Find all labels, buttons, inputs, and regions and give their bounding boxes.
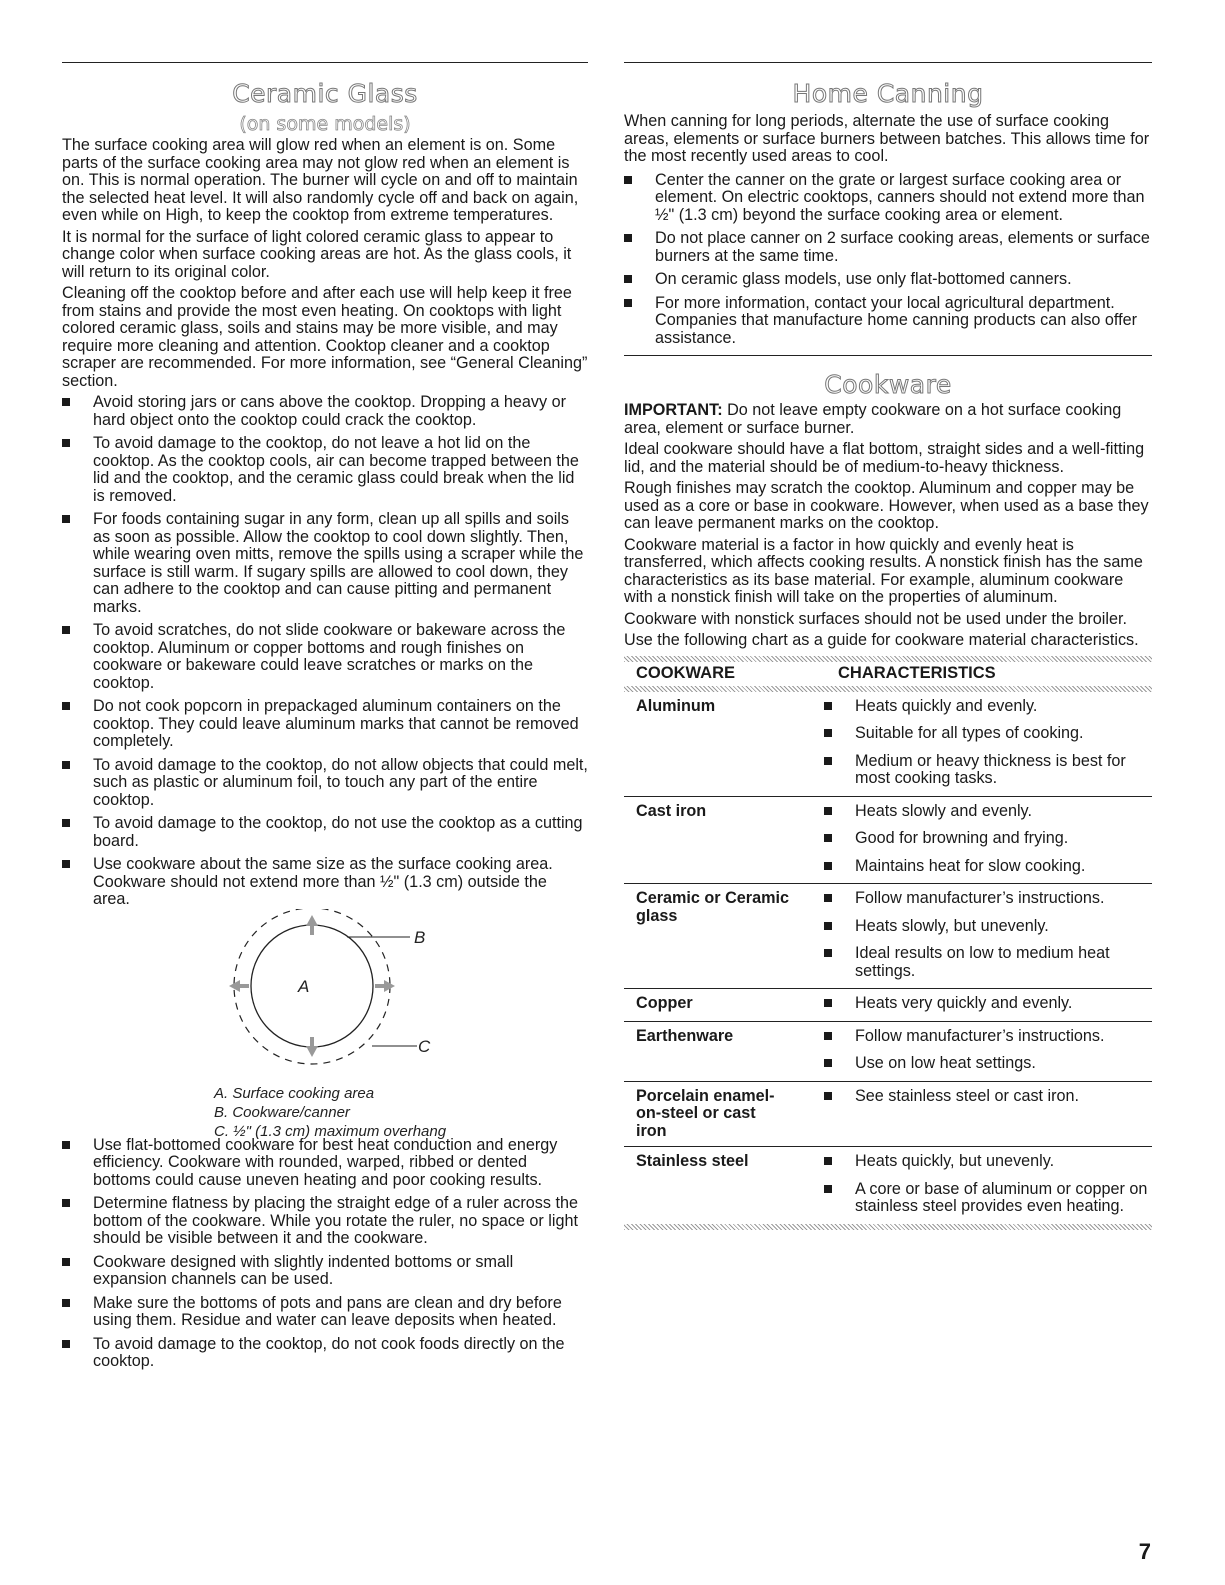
paragraph: Cookware material is a factor in how quickly and evenly heat is transferred, which affects cooking results. A nonstick finish has the same characteristics as its base material. For example, aluminum cookware with a nonstick finish will take on the properties of aluminum. <box>624 535 1143 606</box>
list-item: Heats quickly and evenly. <box>824 698 1152 716</box>
list-item: Make sure the bottoms of pots and pans are clean and dry before using them. Residue and water can leave deposits when heated. <box>62 1295 588 1330</box>
list-item: Use cookware about the same size as the surface cooking area. Cookware should not extend more than ½" (1.3 cm) outside the area. <box>62 856 588 909</box>
traits-cell <box>824 1021 1152 1081</box>
canning-bullet-list <box>624 172 1152 348</box>
material-cell: Stainless steel <box>636 1152 749 1170</box>
bullet-square-icon <box>824 702 832 710</box>
bullet-square-icon <box>824 999 832 1007</box>
list-item: Use on low heat settings. <box>824 1055 1152 1073</box>
traits-cell <box>824 1081 1152 1147</box>
list-item: For foods containing sugar in any form, clean up all spills and soils as soon as possible. Allow the cooktop to cool down slightly. Then, while wearing oven mitts, remove the spills using a scraper while the surface is still warm. If sugary spills are allowed to cool down, they can adhere to the cooktop and can cause pitting and permanent marks. <box>62 511 588 616</box>
bullet-square-icon <box>824 894 832 902</box>
cookware-heading: Cookware <box>824 370 952 399</box>
list-item: To avoid scratches, do not slide cookware or bakeware across the cooktop. Aluminum or copper bottoms and rough finishes on cookware or bakeware could leave scratches or marks on the cooktop. <box>62 622 588 692</box>
ceramic-bullet-list <box>62 394 588 909</box>
paragraph: Use the following chart as a guide for cookware material characteristics. <box>624 631 1139 649</box>
list-item: To avoid damage to the cooktop, do not leave a hot lid on the cooktop. As the cooktop cools, air can become trapped between the lid and the cooktop, and the ceramic glass could break when the lid is removed. <box>62 435 588 505</box>
traits-cell <box>824 884 1152 989</box>
home-canning-heading: Home Canning <box>792 79 984 108</box>
bullet-square-icon <box>824 729 832 737</box>
table-row <box>624 884 1152 989</box>
list-item: Suitable for all types of cooking. <box>824 725 1152 743</box>
bullet-square-icon <box>824 834 832 842</box>
list-item: Avoid storing jars or cans above the cooktop. Dropping a heavy or hard object onto the cooktop could crack the cooktop. <box>62 394 588 429</box>
header-characteristics: CHARACTERISTICS <box>838 663 996 682</box>
page-number: 7 <box>1138 1539 1151 1564</box>
table-bottom-hatch <box>624 1224 1152 1230</box>
table-row <box>624 1147 1152 1224</box>
canning-intro: When canning for long periods, alternate the use of surface cooking areas, elements or surface burners between batches. This allows time for the most recently used areas to cool. <box>624 112 1150 165</box>
section-rule <box>62 62 588 63</box>
bullet-square-icon <box>824 862 832 870</box>
bullet-square-icon <box>62 819 70 827</box>
caption-a: A. Surface cooking area <box>214 1084 375 1102</box>
bullet-square-icon <box>824 1059 832 1067</box>
cookware-overhang-diagram <box>62 909 588 1140</box>
arrow-right-icon <box>375 980 395 992</box>
bullet-square-icon <box>62 1141 70 1149</box>
bullet-square-icon <box>624 234 632 242</box>
list-item: Ideal results on low to medium heat settings. <box>824 945 1152 980</box>
important-note: IMPORTANT: Do not leave empty cookware on a hot surface cooking area, element or surface burner. <box>624 401 1122 437</box>
material-cell: Porcelain enamel-on-steel or cast iron <box>624 1081 824 1147</box>
list-item: Good for browning and frying. <box>824 830 1152 848</box>
bullet-square-icon <box>824 1185 832 1193</box>
list-item: Center the canner on the grate or largest surface cooking area or element. On electric cooktops, canners should not extend more than ½" (1.3 cm) beyond the surface cooking area or element. <box>624 172 1152 225</box>
material-cell: Ceramic or Ceramic glass <box>624 884 824 989</box>
list-item: Determine flatness by placing the straight edge of a ruler across the bottom of the cookware. While you rotate the ruler, no space or light should be visible between it and the cookware. <box>62 1195 588 1248</box>
bullet-square-icon <box>824 1032 832 1040</box>
material-cell: Earthenware <box>624 1021 824 1081</box>
material-cell: Copper <box>624 989 824 1022</box>
label-c: C <box>418 1036 431 1056</box>
paragraph: Ideal cookware should have a flat bottom, straight sides and a well-fitting lid, and the material should be of medium-to-heavy thickness. <box>624 440 1145 476</box>
list-item: Heats very quickly and evenly. <box>824 995 1152 1013</box>
paragraph: The surface cooking area will glow red when an element is on. Some parts of the surface cooking area may not glow red when an element is on. This is normal operation. The burner will cycle on and off to maintain the selected heat level. It will also randomly cycle off and back on again, even while on High, to keep the cooktop from extreme temperatures. <box>62 136 579 224</box>
bullet-square-icon <box>62 1340 70 1348</box>
list-item: To avoid damage to the cooktop, do not allow objects that could melt, such as plastic or aluminum foil, to touch any part of the entire cooktop. <box>62 757 588 810</box>
surface-cooking-area-circle <box>251 925 373 1047</box>
list-item: Follow manufacturer’s instructions. <box>824 1028 1152 1046</box>
list-item: To avoid damage to the cooktop, do not cook foods directly on the cooktop. <box>62 1336 588 1371</box>
traits-cell <box>824 989 1152 1022</box>
material-cell: Cast iron <box>624 796 824 884</box>
table-row <box>624 1081 1152 1147</box>
right-column <box>624 62 1152 1230</box>
list-item: Do not cook popcorn in prepackaged aluminum containers on the cooktop. They could leave aluminum marks that cannot be removed completely. <box>62 698 588 751</box>
list-item: Use flat-bottomed cookware for best heat conduction and energy efficiency. Cookware with rounded, warped, ribbed or dented bottoms could cause uneven heating and poor cooking results. <box>62 1137 588 1190</box>
bullet-square-icon <box>824 1092 832 1100</box>
bullet-square-icon <box>62 702 70 710</box>
bullet-square-icon <box>824 757 832 765</box>
ceramic-glass-heading: Ceramic Glass <box>232 79 418 108</box>
arrow-left-icon <box>229 980 249 992</box>
diagram-caption-list <box>214 1084 446 1141</box>
list-item: On ceramic glass models, use only flat-bottomed canners. <box>624 271 1152 289</box>
list-item: See stainless steel or cast iron. <box>824 1088 1152 1106</box>
bullet-square-icon <box>824 949 832 957</box>
bullet-square-icon <box>62 761 70 769</box>
left-column <box>62 62 588 1377</box>
section-rule <box>624 62 1152 63</box>
caption-c: C. ½" (1.3 cm) maximum overhang <box>214 1122 447 1140</box>
cookware-characteristics-table <box>624 662 1152 1224</box>
bullet-square-icon <box>62 626 70 634</box>
bullet-square-icon <box>624 275 632 283</box>
traits-cell <box>824 692 1152 797</box>
list-item: Heats quickly, but unevenly. <box>824 1153 1152 1171</box>
bullet-square-icon <box>824 1157 832 1165</box>
bullet-square-icon <box>62 860 70 868</box>
bullet-square-icon <box>62 1258 70 1266</box>
list-item: To avoid damage to the cooktop, do not use the cooktop as a cutting board. <box>62 815 588 850</box>
bullet-square-icon <box>62 398 70 406</box>
bullet-square-icon <box>62 1199 70 1207</box>
caption-b: B. Cookware/canner <box>214 1103 350 1121</box>
paragraph: Cookware with nonstick surfaces should not be used under the broiler. <box>624 609 1127 628</box>
table-body <box>624 692 1152 1224</box>
list-item: Cookware designed with slightly indented bottoms or small expansion channels can be used. <box>62 1254 588 1289</box>
list-item: Heats slowly, but unevenly. <box>824 918 1152 936</box>
paragraph: It is normal for the surface of light colored ceramic glass to appear to change color when surface cooking areas are hot. As the glass cools, it will return to its original color. <box>62 227 572 281</box>
material-cell: Aluminum <box>624 692 824 797</box>
list-item: For more information, contact your local agricultural department. Companies that manufacture home canning products can also offer assistance. <box>624 295 1152 348</box>
bullet-square-icon <box>62 1299 70 1307</box>
table-row <box>624 1021 1152 1081</box>
list-item: Follow manufacturer’s instructions. <box>824 890 1152 908</box>
flatness-bullet-list <box>62 1137 588 1371</box>
paragraph: Cleaning off the cooktop before and after each use will help keep it free from stains and provide the most even heating. On cooktops with light colored ceramic glass, soils and stains may be more visible, and may require more cleaning and attention. Cooktop cleaner and a cooktop scraper are recommended. For more information, see “General Cleaning” section. <box>62 284 588 390</box>
table-row <box>624 692 1152 797</box>
list-item: Do not place canner on 2 surface cooking areas, elements or surface burners at the same time. <box>624 230 1152 265</box>
table-header-row <box>624 662 1152 686</box>
bullet-square-icon <box>624 176 632 184</box>
list-item: Maintains heat for slow cooking. <box>824 858 1152 876</box>
bullet-square-icon <box>824 922 832 930</box>
label-a: A <box>298 976 310 996</box>
list-item: Heats slowly and evenly. <box>824 803 1152 821</box>
bullet-square-icon <box>62 515 70 523</box>
table-row <box>624 796 1152 884</box>
header-cookware: COOKWARE <box>636 663 735 682</box>
bullet-square-icon <box>62 439 70 447</box>
section-rule <box>624 355 1152 356</box>
list-item: Medium or heavy thickness is best for most cooking tasks. <box>824 753 1152 788</box>
traits-cell <box>824 796 1152 884</box>
paragraph: Rough finishes may scratch the cooktop. Aluminum and copper may be used as a core or base in cookware. However, when used as a base they can leave permanent marks on the cooktop. <box>624 479 1149 532</box>
bullet-square-icon <box>624 299 632 307</box>
arrow-down-icon <box>306 1037 318 1057</box>
ceramic-glass-subheading: (on some models) <box>239 113 411 135</box>
arrow-up-icon <box>306 915 318 935</box>
traits-cell <box>824 1147 1152 1224</box>
list-item: A core or base of aluminum or copper on stainless steel provides even heating. <box>824 1181 1152 1216</box>
table-row <box>624 989 1152 1022</box>
bullet-square-icon <box>824 807 832 815</box>
label-b: B <box>414 927 426 947</box>
